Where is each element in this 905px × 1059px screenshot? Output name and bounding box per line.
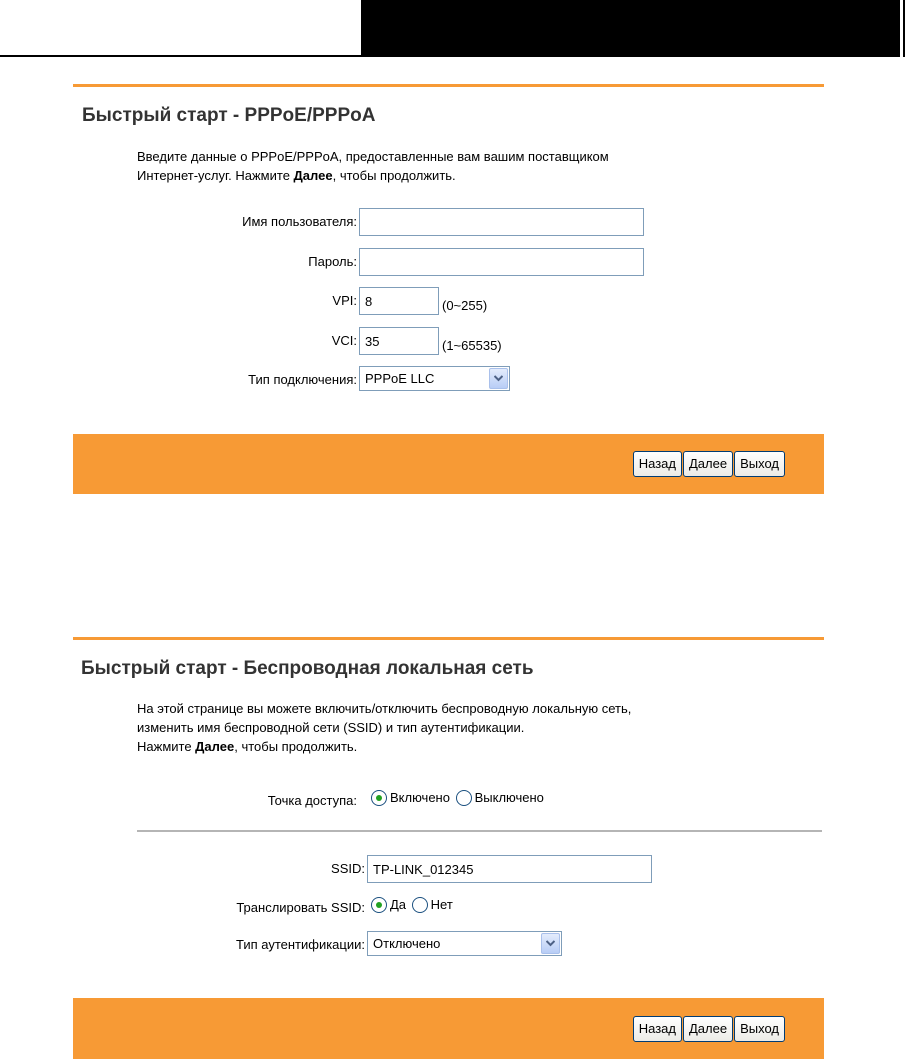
ssid-row bbox=[73, 855, 824, 885]
exit-button[interactable]: Выход bbox=[734, 451, 785, 477]
button-bar bbox=[73, 434, 824, 494]
broadcast-ssid-label: Транслировать SSID: bbox=[236, 900, 365, 915]
vci-row bbox=[73, 327, 824, 357]
chevron-down-icon[interactable] bbox=[541, 933, 560, 954]
ap-disabled-label: Выключено bbox=[474, 790, 544, 806]
page-title: Быстрый старт - PPPoE/PPPoA bbox=[82, 105, 376, 126]
ap-enabled-label: Включено bbox=[390, 790, 450, 806]
back-button[interactable]: Назад bbox=[633, 1016, 682, 1042]
connection-type-label: Тип подключения: bbox=[248, 372, 357, 387]
vpi-range-hint: (0~255) bbox=[442, 298, 488, 313]
next-button[interactable]: Далее bbox=[683, 451, 733, 477]
auth-type-select[interactable] bbox=[367, 931, 562, 956]
username-input[interactable] bbox=[359, 208, 644, 236]
top-bar-edge bbox=[900, 0, 903, 57]
username-row bbox=[73, 208, 824, 238]
top-bar-left bbox=[0, 0, 361, 55]
username-label: Имя пользователя: bbox=[242, 214, 357, 229]
auth-type-row bbox=[73, 931, 824, 961]
auth-type-value: Отключено bbox=[373, 936, 441, 951]
vpi-input[interactable] bbox=[359, 287, 439, 315]
panel-description bbox=[137, 147, 609, 185]
password-label: Пароль: bbox=[308, 254, 357, 269]
exit-button[interactable]: Выход bbox=[734, 1016, 785, 1042]
next-button[interactable]: Далее bbox=[683, 1016, 733, 1042]
wlan-panel bbox=[73, 637, 824, 1059]
vpi-label: VPI: bbox=[332, 293, 357, 308]
ssid-input[interactable] bbox=[367, 855, 652, 883]
panel-divider bbox=[73, 637, 824, 640]
page-title: Быстрый старт - Беспроводная локальная сеть bbox=[81, 658, 534, 679]
top-bar-rule bbox=[0, 55, 361, 57]
description-line: Интернет-услуг. Нажмите Далее, чтобы продолжить. bbox=[137, 168, 456, 183]
button-bar bbox=[73, 998, 824, 1059]
description-line: Введите данные о PPPoE/PPPoA, предоставленные вам вашим поставщиком bbox=[137, 149, 609, 164]
password-row bbox=[73, 248, 824, 278]
ap-enabled-radio[interactable] bbox=[371, 790, 387, 806]
connection-type-row bbox=[73, 366, 824, 396]
vci-label: VCI: bbox=[331, 333, 357, 348]
vci-input[interactable] bbox=[359, 327, 439, 355]
description-line: изменить имя беспроводной сети (SSID) и тип аутентификации. bbox=[137, 720, 525, 735]
broadcast-no-label: Нет bbox=[430, 897, 453, 913]
ssid-label: SSID: bbox=[331, 861, 365, 876]
broadcast-ssid-row bbox=[73, 894, 824, 924]
chevron-down-icon[interactable] bbox=[489, 368, 508, 389]
access-point-label: Точка доступа: bbox=[267, 793, 357, 808]
password-input[interactable] bbox=[359, 248, 644, 276]
auth-type-label: Тип аутентификации: bbox=[235, 937, 365, 952]
access-point-row bbox=[73, 787, 824, 817]
pppoe-panel bbox=[73, 84, 824, 494]
broadcast-yes-radio[interactable] bbox=[371, 897, 387, 913]
broadcast-no-radio[interactable] bbox=[412, 897, 428, 913]
description-line: Нажмите Далее, чтобы продолжить. bbox=[137, 739, 358, 754]
top-bar-right bbox=[361, 0, 905, 57]
top-bar bbox=[0, 0, 905, 57]
connection-type-value: PPPoE LLC bbox=[365, 371, 435, 386]
back-button[interactable]: Назад bbox=[633, 451, 682, 477]
vci-range-hint: (1~65535) bbox=[442, 338, 502, 353]
ap-disabled-radio[interactable] bbox=[456, 790, 472, 806]
description-line: На этой странице вы можете включить/отключить беспроводную локальную сеть, bbox=[137, 701, 632, 716]
vpi-row bbox=[73, 287, 824, 317]
panel-description bbox=[137, 699, 631, 756]
panel-divider bbox=[73, 84, 824, 87]
section-separator bbox=[137, 830, 822, 832]
broadcast-yes-label: Да bbox=[390, 897, 407, 913]
connection-type-select[interactable] bbox=[359, 366, 510, 391]
